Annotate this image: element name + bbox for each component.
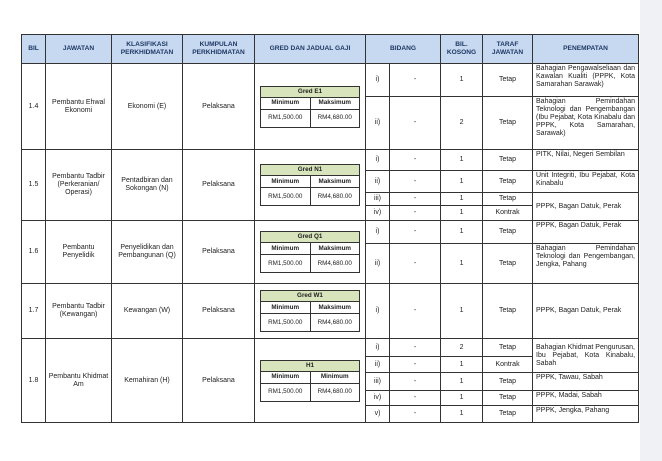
sub-number: iii) <box>366 373 390 391</box>
max-salary: RM4,680.00 <box>310 109 360 127</box>
bidang-cell: - <box>390 64 441 97</box>
table-row <box>22 339 639 357</box>
kosong-cell: 1 <box>441 391 483 406</box>
klasifikasi-cell: Penyelidikan dan Pembangunan (Q) <box>112 221 183 284</box>
sub-number: iv) <box>366 206 390 221</box>
penempatan-cell: Bahagian Pengawalseliaan dan Kawalan Kualiti (PPPK, Kota Samarahan Sarawak) <box>533 64 639 97</box>
kosong-cell: 1 <box>441 64 483 97</box>
min-label: Minimum <box>261 97 311 109</box>
bidang-cell: - <box>390 171 441 193</box>
max-label: Maksimum <box>310 97 360 109</box>
kosong-cell: 1 <box>441 206 483 221</box>
taraf-cell: Tetap <box>483 193 533 206</box>
sub-number: ii) <box>366 244 390 284</box>
penempatan-cell: PPPK, Madai, Sabah <box>533 391 639 406</box>
min-label: Minimum <box>261 371 311 383</box>
salary-table <box>260 86 360 128</box>
klasifikasi-cell: Pentadbiran dan Sokongan (N) <box>112 150 183 221</box>
salary-table <box>260 290 360 332</box>
penempatan-cell: Bahagian Khidmat Pengurusan, Ibu Pejabat, Kota Kinabalu, Sabah <box>533 339 639 373</box>
header-penempatan: PENEMPATAN <box>533 35 639 64</box>
grade-label: H1 <box>261 360 360 371</box>
min-label: Minimum <box>261 243 311 255</box>
kosong-cell: 1 <box>441 193 483 206</box>
bidang-cell: - <box>390 357 441 373</box>
sub-number: iv) <box>366 391 390 406</box>
kumpulan-cell: Pelaksana <box>183 150 255 221</box>
kumpulan-cell: Pelaksana <box>183 64 255 150</box>
kosong-cell: 1 <box>441 171 483 193</box>
min-salary: RM1,500.00 <box>261 255 311 273</box>
header-taraf: TARAF JAWATAN <box>483 35 533 64</box>
jawatan-cell: Pembantu Khidmat Am <box>46 339 112 423</box>
kosong-cell: 2 <box>441 339 483 357</box>
jawatan-cell: Pembantu Penyelidik <box>46 221 112 284</box>
bidang-cell: - <box>390 221 441 244</box>
table-row <box>22 221 639 244</box>
salary-table <box>260 360 360 402</box>
taraf-cell: Kontrak <box>483 357 533 373</box>
taraf-cell: Tetap <box>483 64 533 97</box>
bidang-cell: - <box>390 391 441 406</box>
grade-label: Gred Q1 <box>261 232 360 243</box>
kumpulan-cell: Pelaksana <box>183 339 255 423</box>
sub-number: ii) <box>366 171 390 193</box>
min-label: Minimum <box>261 176 311 188</box>
kosong-cell: 1 <box>441 150 483 171</box>
penempatan-cell: PITK, Nilai, Negeri Sembilan <box>533 150 639 171</box>
kosong-cell: 2 <box>441 97 483 150</box>
grade-label: Gred E1 <box>261 86 360 97</box>
salary-table <box>260 164 360 206</box>
bil-cell: 1.6 <box>22 221 46 284</box>
max-salary: RM4,680.00 <box>310 188 360 206</box>
kosong-cell: 1 <box>441 406 483 423</box>
header-bidang: BIDANG <box>366 35 441 64</box>
penempatan-cell: PPPK, Bagan Datuk, Perak <box>533 193 639 221</box>
bil-cell: 1.4 <box>22 64 46 150</box>
salary-grade-cell <box>255 339 366 423</box>
grade-label: Gred W1 <box>261 291 360 302</box>
max-label: Maksimum <box>310 176 360 188</box>
penempatan-cell: PPPK, Bagan Datuk, Perak <box>533 221 639 244</box>
sub-number: i) <box>366 284 390 339</box>
sub-number: iii) <box>366 193 390 206</box>
taraf-cell: Tetap <box>483 150 533 171</box>
bidang-cell: - <box>390 193 441 206</box>
jawatan-cell: Pembantu Tadbir (Perkeranian/ Operasi) <box>46 150 112 221</box>
taraf-cell: Tetap <box>483 221 533 244</box>
header-kumpulan: KUMPULAN PERKHIDMATAN <box>183 35 255 64</box>
vacancy-table <box>21 34 639 423</box>
salary-grade-cell <box>255 284 366 339</box>
min-salary: RM1,500.00 <box>261 188 311 206</box>
header-gred: GRED DAN JADUAL GAJI <box>255 35 366 64</box>
grade-label: Gred N1 <box>261 165 360 176</box>
penempatan-cell: PPPK, Jengka, Pahang <box>533 406 639 423</box>
sub-number: i) <box>366 64 390 97</box>
bidang-cell: - <box>390 244 441 284</box>
kosong-cell: 1 <box>441 284 483 339</box>
max-label: Maksimum <box>310 243 360 255</box>
max-salary: RM4,680.00 <box>310 255 360 273</box>
bidang-cell: - <box>390 150 441 171</box>
header-jawatan: JAWATAN <box>46 35 112 64</box>
penempatan-cell: Bahagian Pemindahan Teknologi dan Pengembangan, Jengka, Pahang <box>533 244 639 284</box>
sub-number: i) <box>366 221 390 244</box>
min-salary: RM1,500.00 <box>261 109 311 127</box>
jawatan-cell: Pembantu Tadbir (Kewangan) <box>46 284 112 339</box>
kosong-cell: 1 <box>441 221 483 244</box>
kumpulan-cell: Pelaksana <box>183 221 255 284</box>
jawatan-cell: Pembantu Ehwal Ekonomi <box>46 64 112 150</box>
salary-grade-cell <box>255 150 366 221</box>
bidang-cell: - <box>390 97 441 150</box>
kumpulan-cell: Pelaksana <box>183 284 255 339</box>
taraf-cell: Tetap <box>483 97 533 150</box>
taraf-cell: Kontrak <box>483 206 533 221</box>
bidang-cell: - <box>390 284 441 339</box>
sub-number: i) <box>366 150 390 171</box>
kosong-cell: 1 <box>441 244 483 284</box>
taraf-cell: Tetap <box>483 373 533 391</box>
klasifikasi-cell: Ekonomi (E) <box>112 64 183 150</box>
max-label: Minimum <box>310 371 360 383</box>
taraf-cell: Tetap <box>483 244 533 284</box>
header-kosong: BIL. KOSONG <box>441 35 483 64</box>
table-row <box>22 150 639 171</box>
kosong-cell: 1 <box>441 357 483 373</box>
penempatan-cell: PPPK, Tawau, Sabah <box>533 373 639 391</box>
taraf-cell: Tetap <box>483 406 533 423</box>
bidang-cell: - <box>390 406 441 423</box>
bil-cell: 1.5 <box>22 150 46 221</box>
sub-number: i) <box>366 339 390 357</box>
table-row <box>22 64 639 97</box>
header-klasifikasi: KLASIFIKASI PERKHIDMATAN <box>112 35 183 64</box>
bidang-cell: - <box>390 206 441 221</box>
klasifikasi-cell: Kewangan (W) <box>112 284 183 339</box>
taraf-cell: Tetap <box>483 171 533 193</box>
salary-grade-cell <box>255 221 366 284</box>
sub-number: v) <box>366 406 390 423</box>
min-salary: RM1,500.00 <box>261 383 311 401</box>
max-label: Maksimum <box>310 302 360 314</box>
min-label: Minimum <box>261 302 311 314</box>
bidang-cell: - <box>390 339 441 357</box>
max-salary: RM4,680.00 <box>310 314 360 332</box>
sub-number: ii) <box>366 357 390 373</box>
page-background-margin <box>640 0 662 461</box>
taraf-cell: Tetap <box>483 284 533 339</box>
penempatan-cell: Unit Integriti, Ibu Pejabat, Kota Kinabalu <box>533 171 639 193</box>
max-salary: RM4,680.00 <box>310 383 360 401</box>
bil-cell: 1.7 <box>22 284 46 339</box>
sub-number: ii) <box>366 97 390 150</box>
penempatan-cell: PPPK, Bagan Datuk, Perak <box>533 284 639 339</box>
bil-cell: 1.8 <box>22 339 46 423</box>
min-salary: RM1,500.00 <box>261 314 311 332</box>
salary-table <box>260 231 360 273</box>
header-bil: BIL <box>22 35 46 64</box>
taraf-cell: Tetap <box>483 339 533 357</box>
table-row <box>22 284 639 339</box>
taraf-cell: Tetap <box>483 391 533 406</box>
kosong-cell: 1 <box>441 373 483 391</box>
header-row <box>22 35 639 64</box>
bidang-cell: - <box>390 373 441 391</box>
salary-grade-cell <box>255 64 366 150</box>
klasifikasi-cell: Kemahiran (H) <box>112 339 183 423</box>
penempatan-cell: Bahagian Pemindahan Teknologi dan Pengembangan (Ibu Pejabat, Kota Kinabalu dan PPPK, Kota Samarahan, Sarawak) <box>533 97 639 150</box>
